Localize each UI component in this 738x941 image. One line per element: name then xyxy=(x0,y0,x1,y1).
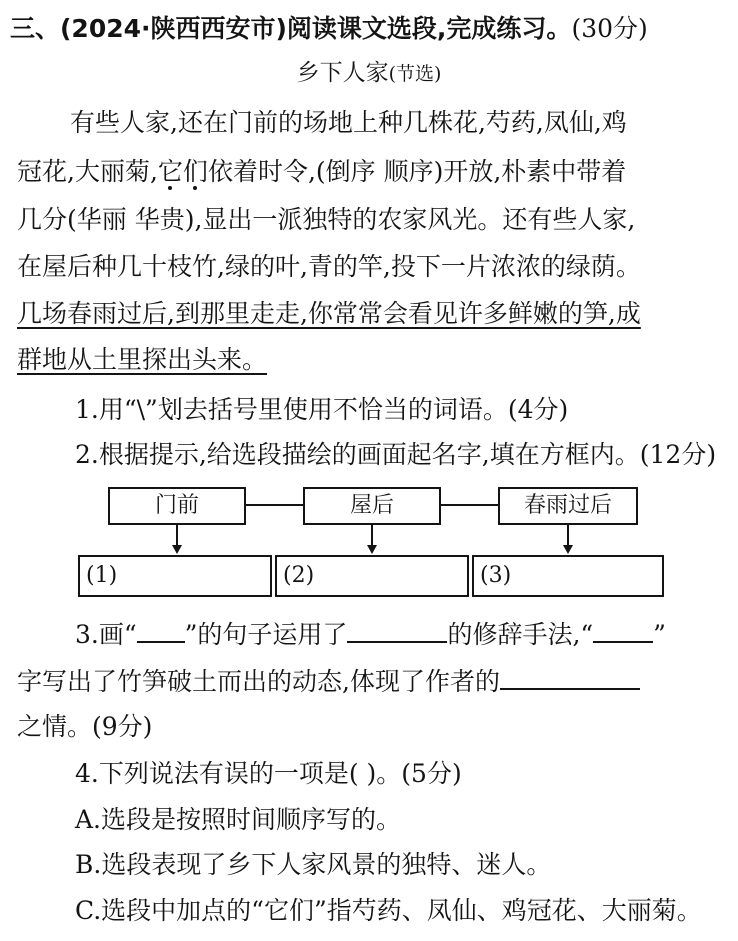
underlined-sentence-part-2: 群地从土里探出头来。 xyxy=(17,345,268,374)
question-4: 4.下列说法有误的一项是( )。(5分) xyxy=(75,759,462,788)
question-3-part-d: ” xyxy=(653,620,666,649)
underlined-sentence-part-1: 几场春雨过后,到那里走走,你常常会看见许多鲜嫩的笋,成 xyxy=(17,299,641,328)
dotted-char-men: 们 xyxy=(182,157,208,186)
answer-blank-feeling[interactable] xyxy=(500,668,640,690)
passage-line-2 xyxy=(17,155,626,189)
connector-line-2 xyxy=(441,504,498,506)
passage-line-2-end: 依着时令,(倒序 顺序)开放,朴素中带着 xyxy=(207,157,627,186)
hint-box-back: 屋后 xyxy=(303,487,441,525)
question-1: 1.用“\”划去括号里使用不恰当的词语。(4分) xyxy=(75,395,569,424)
option-a[interactable]: A.选段是按照时间顺序写的。 xyxy=(75,805,402,834)
passage-line-2-start: 冠花,大丽菊, xyxy=(17,157,158,186)
arrow-down-icon xyxy=(172,545,182,554)
option-c[interactable]: C.选段中加点的“它们”指芍药、凤仙、鸡冠花、大丽菊。 xyxy=(75,896,702,925)
arrow-stem-2 xyxy=(371,525,373,547)
arrow-down-icon xyxy=(367,545,377,554)
passage-title-text: 乡下人家 xyxy=(296,60,389,86)
question-3-part-b: ”的句子运用了 xyxy=(184,620,348,649)
answer-box-3[interactable]: (3) xyxy=(472,555,664,597)
question-3-line-2-text: 字写出了竹笋破土而出的动态,体现了作者的 xyxy=(17,667,500,696)
connector-line-1 xyxy=(246,504,303,506)
question-3-part-c: 的修辞手法,“ xyxy=(447,620,594,649)
answer-box-2[interactable]: (2) xyxy=(275,555,469,597)
question-2: 2.根据提示,给选段描绘的画面起名字,填在方框内。(12分) xyxy=(75,440,717,469)
passage-title xyxy=(0,56,738,91)
section-score: (30分) xyxy=(571,14,648,43)
passage-line-4: 在屋后种几十枝竹,绿的叶,青的竿,投下一片浓浓的绿荫。 xyxy=(17,252,641,281)
hint-box-front: 门前 xyxy=(108,487,246,525)
option-b[interactable]: B.选段表现了乡下人家风景的独特、迷人。 xyxy=(75,850,552,879)
passage-line-5 xyxy=(17,297,641,331)
answer-blank-mark[interactable] xyxy=(137,621,185,643)
answer-blank-word[interactable] xyxy=(593,621,653,643)
question-3-line-2 xyxy=(17,665,640,699)
arrow-stem-1 xyxy=(176,525,178,547)
passage-title-note: (节选) xyxy=(388,63,442,85)
section-heading-text: 三、(2024·陕西西安市)阅读课文选段,完成练习。 xyxy=(10,14,572,43)
question-3-part-a: 3.画“ xyxy=(75,620,137,649)
passage-line-6 xyxy=(17,343,267,377)
question-3-line-3: 之情。(9分) xyxy=(17,712,153,741)
arrow-down-icon xyxy=(563,545,573,554)
arrow-stem-3 xyxy=(567,525,569,547)
hint-box-spring-rain: 春雨过后 xyxy=(498,487,638,525)
answer-blank-rhetoric[interactable] xyxy=(347,621,447,643)
answer-box-1[interactable]: (1) xyxy=(78,555,272,597)
passage-line-1: 有些人家,还在门前的场地上种几株花,芍药,凤仙,鸡 xyxy=(70,108,627,137)
question-3 xyxy=(75,618,666,652)
dotted-char-ta: 它 xyxy=(157,157,183,186)
section-heading xyxy=(10,12,648,46)
passage-line-3: 几分(华丽 华贵),显出一派独特的农家风光。还有些人家, xyxy=(17,205,636,234)
